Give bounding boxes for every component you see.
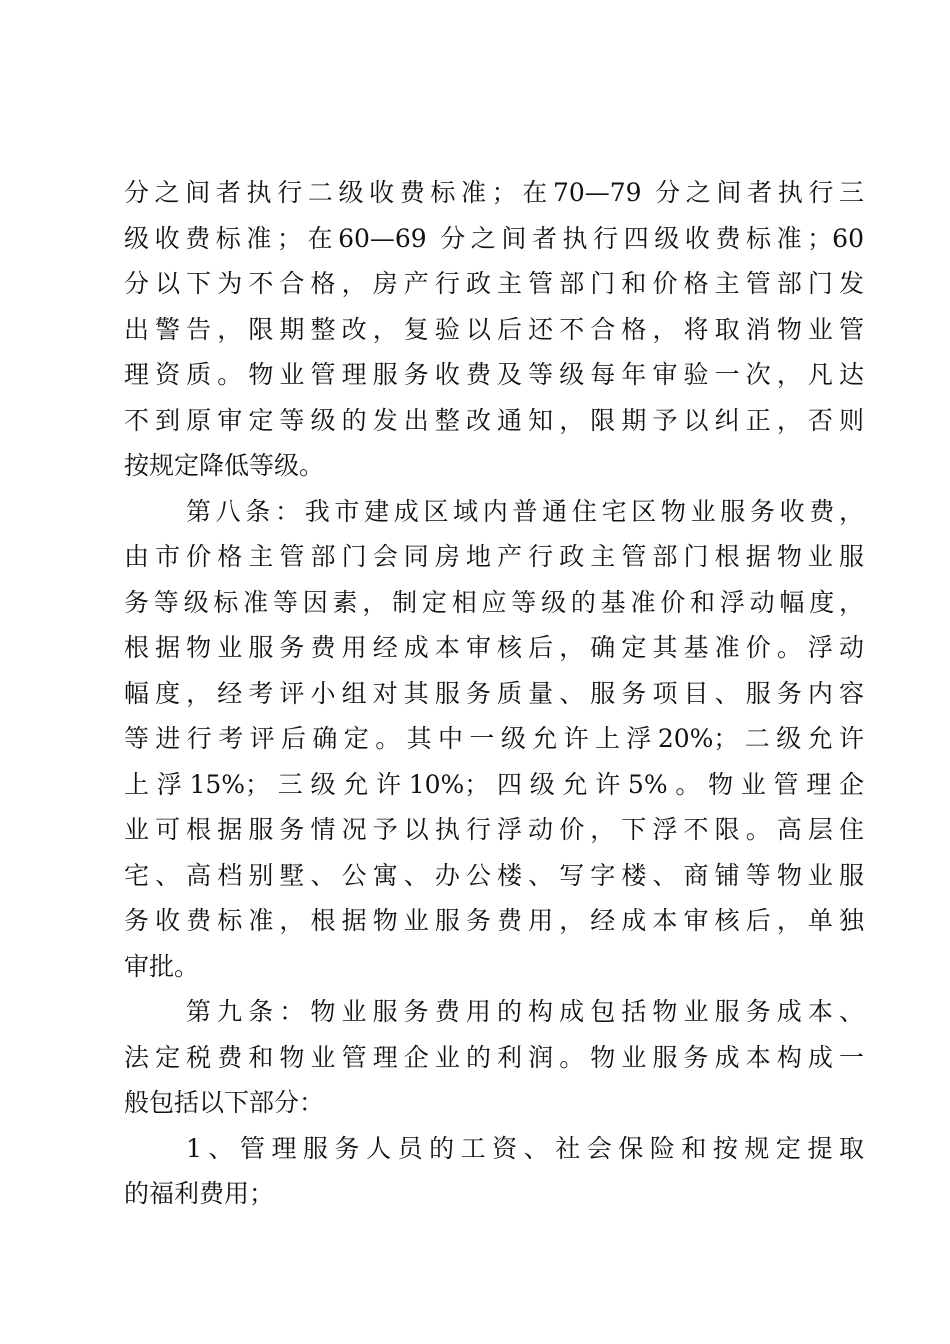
paragraph-item-1 [124, 1126, 864, 1217]
text-line: 审批。 [124, 951, 200, 981]
text-line: 按规定降低等级。 [124, 451, 325, 480]
text-line: 由市价格主管部门会同房地产行政主管部门根据物业服 [124, 542, 864, 571]
text-line: 幅度，经考评小组对其服务质量、服务项目、服务内容 [124, 678, 864, 708]
text-line: 不到原审定等级的发出整改通知，限期予以纠正，否则 [124, 405, 864, 435]
text-line: 第八条：我市建成区域内普通住宅区物业服务收费， [186, 496, 864, 526]
text-line: 务等级标准等因素，制定相应等级的基准价和浮动幅度， [124, 587, 864, 617]
text-line: 业可根据服务情况予以执行浮动价，下浮不限。高层住 [124, 815, 864, 844]
text-line: 宅、高档别墅、公寓、办公楼、写字楼、商铺等物业服 [124, 860, 864, 890]
text-line: 1、管理服务人员的工资、社会保险和按规定提取 [186, 1133, 864, 1163]
text-line: 般包括以下部分： [124, 1088, 325, 1117]
paragraph-grading-continued [124, 170, 864, 489]
text-line: 分之间者执行二级收费标准；在70—79 分之间者执行三 [124, 178, 864, 207]
text-line: 理资质。物业管理服务收费及等级每年审验一次，凡达 [124, 360, 864, 389]
text-line: 分以下为不合格，房产行政主管部门和价格主管部门发 [124, 269, 864, 298]
document-page [124, 170, 864, 1217]
text-line: 根据物业服务费用经成本审核后，确定其基准价。浮动 [124, 633, 864, 662]
text-line: 第九条：物业服务费用的构成包括物业服务成本、 [186, 997, 864, 1026]
text-line: 出警告，限期整改，复验以后还不合格，将取消物业管 [124, 314, 864, 344]
text-line: 法定税费和物业管理企业的利润。物业服务成本构成一 [124, 1042, 864, 1072]
text-line: 务收费标准，根据物业服务费用，经成本审核后，单独 [124, 906, 864, 935]
text-line: 级收费标准；在60—69 分之间者执行四级收费标准；60 [124, 223, 864, 253]
text-line: 的福利费用； [124, 1179, 275, 1208]
paragraph-article-8 [124, 489, 864, 990]
paragraph-article-9 [124, 989, 864, 1126]
text-line: 上浮15%；三级允许10%；四级允许5%。物业管理企 [124, 769, 864, 799]
text-line: 等进行考评后确定。其中一级允许上浮20%；二级允许 [124, 724, 864, 753]
